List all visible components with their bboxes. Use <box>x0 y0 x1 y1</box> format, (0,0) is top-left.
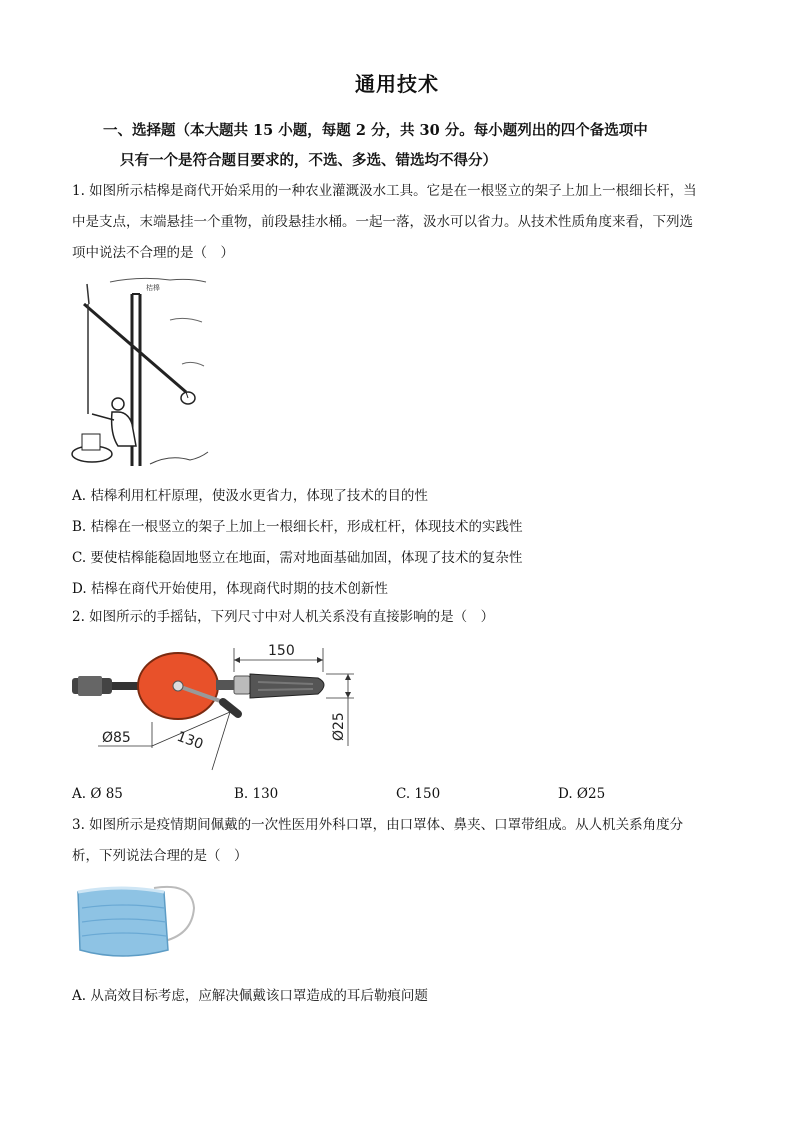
q2-option-b[interactable]: B. 130 <box>234 786 279 802</box>
surgical-mask-image <box>72 878 198 970</box>
q2-option-a[interactable]: A. Ø 85 <box>72 786 123 802</box>
section-heading-line2: 只有一个是符合题目要求的，不选、多选、错选均不得分） <box>120 152 497 169</box>
shadoof-caption: 桔槔 <box>146 284 160 292</box>
q1-option-b[interactable]: B. 桔槔在一根竖立的架子上加上一根细长杆，形成杠杆，体现技术的实践性 <box>72 519 523 535</box>
shadoof-illustration <box>70 274 210 470</box>
q1-stem-line3: 项中说法不合理的是（ ） <box>72 245 234 261</box>
q2-option-d[interactable]: D. Ø25 <box>558 786 606 802</box>
q3-option-a[interactable]: A. 从高效目标考虑，应解决佩戴该口罩造成的耳后勒痕问题 <box>72 988 428 1004</box>
q2-stem: 2. 如图所示的手摇钻，下列尺寸中对人机关系没有直接影响的是（ ） <box>72 609 495 625</box>
page-title: 通用技术 <box>355 72 439 96</box>
q3-stem-line2: 析，下列说法合理的是（ ） <box>72 848 248 864</box>
q3-stem-line1: 3. 如图所示是疫情期间佩戴的一次性医用外科口罩，由口罩体、鼻夹、口罩带组成。从人机关系角度分 <box>72 817 684 833</box>
dim-130-label: 130 <box>174 728 206 753</box>
dim-150-label: 150 <box>268 643 295 659</box>
dim-85-label: Ø85 <box>102 730 131 746</box>
q1-option-a[interactable]: A. 桔槔利用杠杆原理，使汲水更省力，体现了技术的目的性 <box>72 488 428 504</box>
section-heading-line1: 一、选择题（本大题共 15 小题，每题 2 分，共 30 分。每小题列出的四个备选项中 <box>103 122 648 139</box>
q1-stem-line2: 中是支点，末端悬挂一个重物，前段悬挂水桶。一起一落，汲水可以省力。从技术性质角度来看，下列选 <box>72 214 693 230</box>
hand-drill-diagram <box>68 636 368 776</box>
q1-option-d[interactable]: D. 桔槔在商代开始使用，体现商代时期的技术创新性 <box>72 581 388 597</box>
q1-stem-line1: 1. 如图所示桔槔是商代开始采用的一种农业灌溉汲水工具。它是在一根竖立的架子上加上一根细长杆，当 <box>72 183 697 199</box>
dim-25-label: Ø25 <box>331 712 347 741</box>
q2-option-c[interactable]: C. 150 <box>396 786 441 802</box>
q1-option-c[interactable]: C. 要使桔槔能稳固地竖立在地面，需对地面基础加固，体现了技术的复杂性 <box>72 550 523 566</box>
